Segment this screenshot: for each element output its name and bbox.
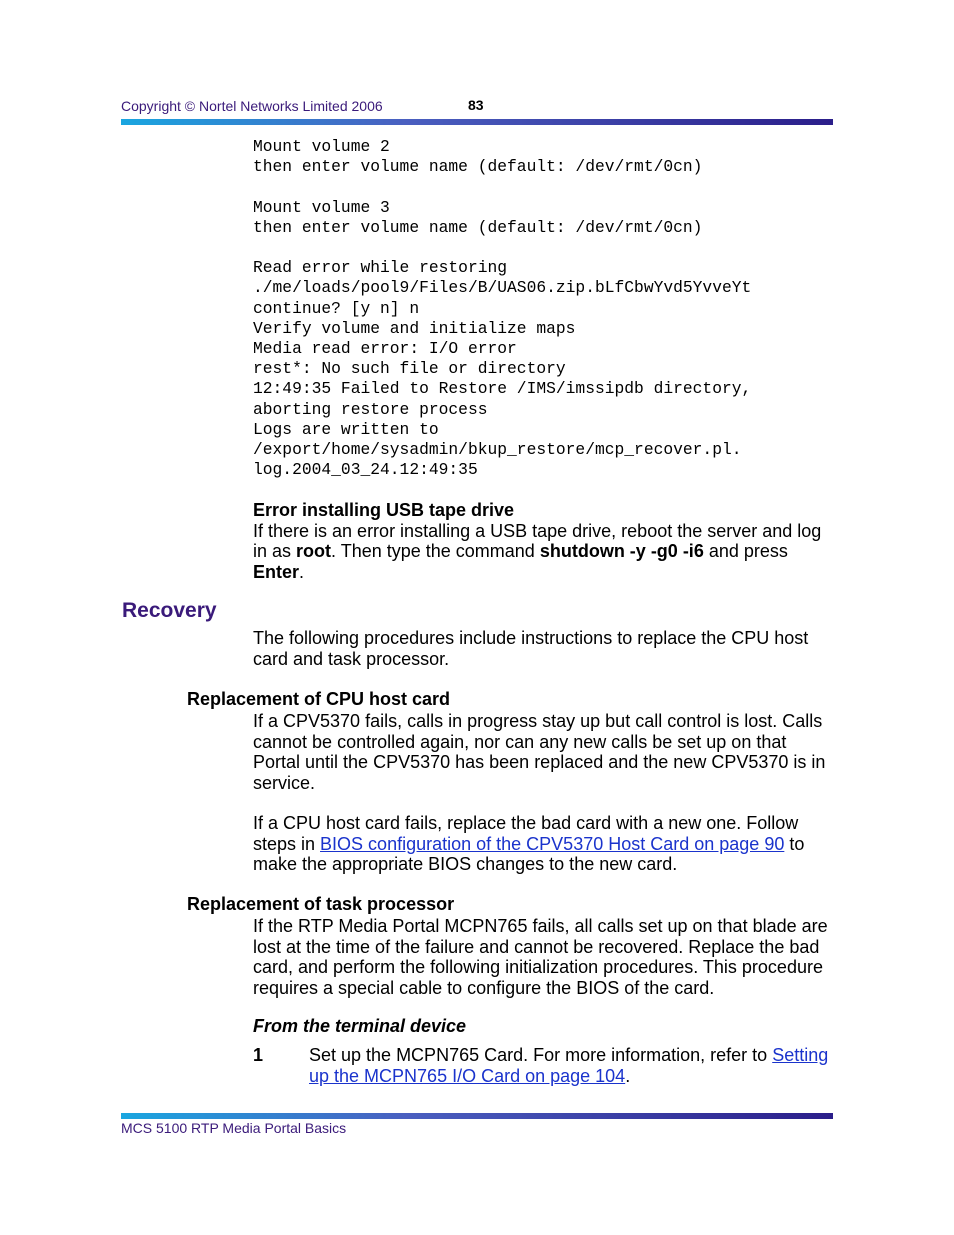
usb-error-paragraph: If there is an error installing a USB tape drive, reboot the server and log in as root. Then type the command shutdown -y -g0 -i6 and press Enter.	[253, 520, 822, 582]
mcpn765-setup-link[interactable]: Setting up the MCPN765 I/O Card on page 104	[309, 1045, 829, 1086]
task-processor-paragraph: If the RTP Media Portal MCPN765 fails, all calls set up on that blade are lost at the time of the failure and cannot be recovered. Replace the bad card, and perform the following initialization procedures. This procedure requires a special cable to configure the BIOS of the card.	[253, 916, 828, 998]
enter-key-text: Enter	[253, 561, 300, 582]
header-divider	[121, 119, 833, 125]
recovery-heading: Recovery	[122, 599, 217, 622]
step-text: Set up the MCPN765 Card. For more information, refer to Setting up the MCPN765 I/O Card on page 104.	[309, 1045, 829, 1086]
terminal-device-heading: From the terminal device	[253, 1016, 467, 1036]
cpu-host-paragraph-1: If a CPV5370 fails, calls in progress stay up but call control is lost. Calls cannot be controlled again, nor can any new calls be set up on that Portal until the CPV5370 has been replaced and the new CPV5370 is in service.	[253, 711, 826, 793]
footer-divider	[121, 1113, 833, 1119]
cpu-host-heading: Replacement of CPU host card	[187, 689, 451, 709]
terminal-output-code: Mount volume 2 then enter volume name (default: /dev/rmt/0cn) Mount volume 3 then enter volume name (default: /dev/rmt/0cn) Read error while restoring ./me/loads/pool9/Files/B/UAS06.zip.bLfCbwYvd5YvveYt continue? [y n] n Verify volume and initialize maps Media read error: I/O error rest*: No such file or directory 12:49:35 Failed to Restore /IMS/imssipdb directory, aborting restore process Logs are written to /export/home/sysadmin/bkup_restore/mcp_recover.pl. log.2004_03_24.12:49:35	[253, 137, 752, 480]
bios-config-link[interactable]: BIOS configuration of the CPV5370 Host Card on page 90	[320, 833, 785, 854]
cpu-host-paragraph-2: If a CPU host card fails, replace the bad card with a new one. Follow steps in BIOS configuration of the CPV5370 Host Card on page 90 to make the appropriate BIOS changes to the new card.	[253, 813, 805, 874]
recovery-intro: The following procedures include instructions to replace the CPU host card and task processor.	[253, 628, 809, 669]
task-processor-heading: Replacement of task processor	[187, 894, 455, 914]
shutdown-command-text: shutdown -y -g0 -i6	[539, 541, 704, 561]
page-number: 83	[468, 97, 484, 113]
header-copyright: Copyright © Nortel Networks Limited 2006	[121, 98, 383, 114]
root-user-text: root	[296, 541, 332, 561]
usb-error-section	[253, 500, 833, 582]
step-number: 1	[253, 1045, 264, 1065]
footer-title: MCS 5100 RTP Media Portal Basics	[121, 1120, 347, 1136]
usb-error-heading: Error installing USB tape drive	[253, 500, 515, 520]
